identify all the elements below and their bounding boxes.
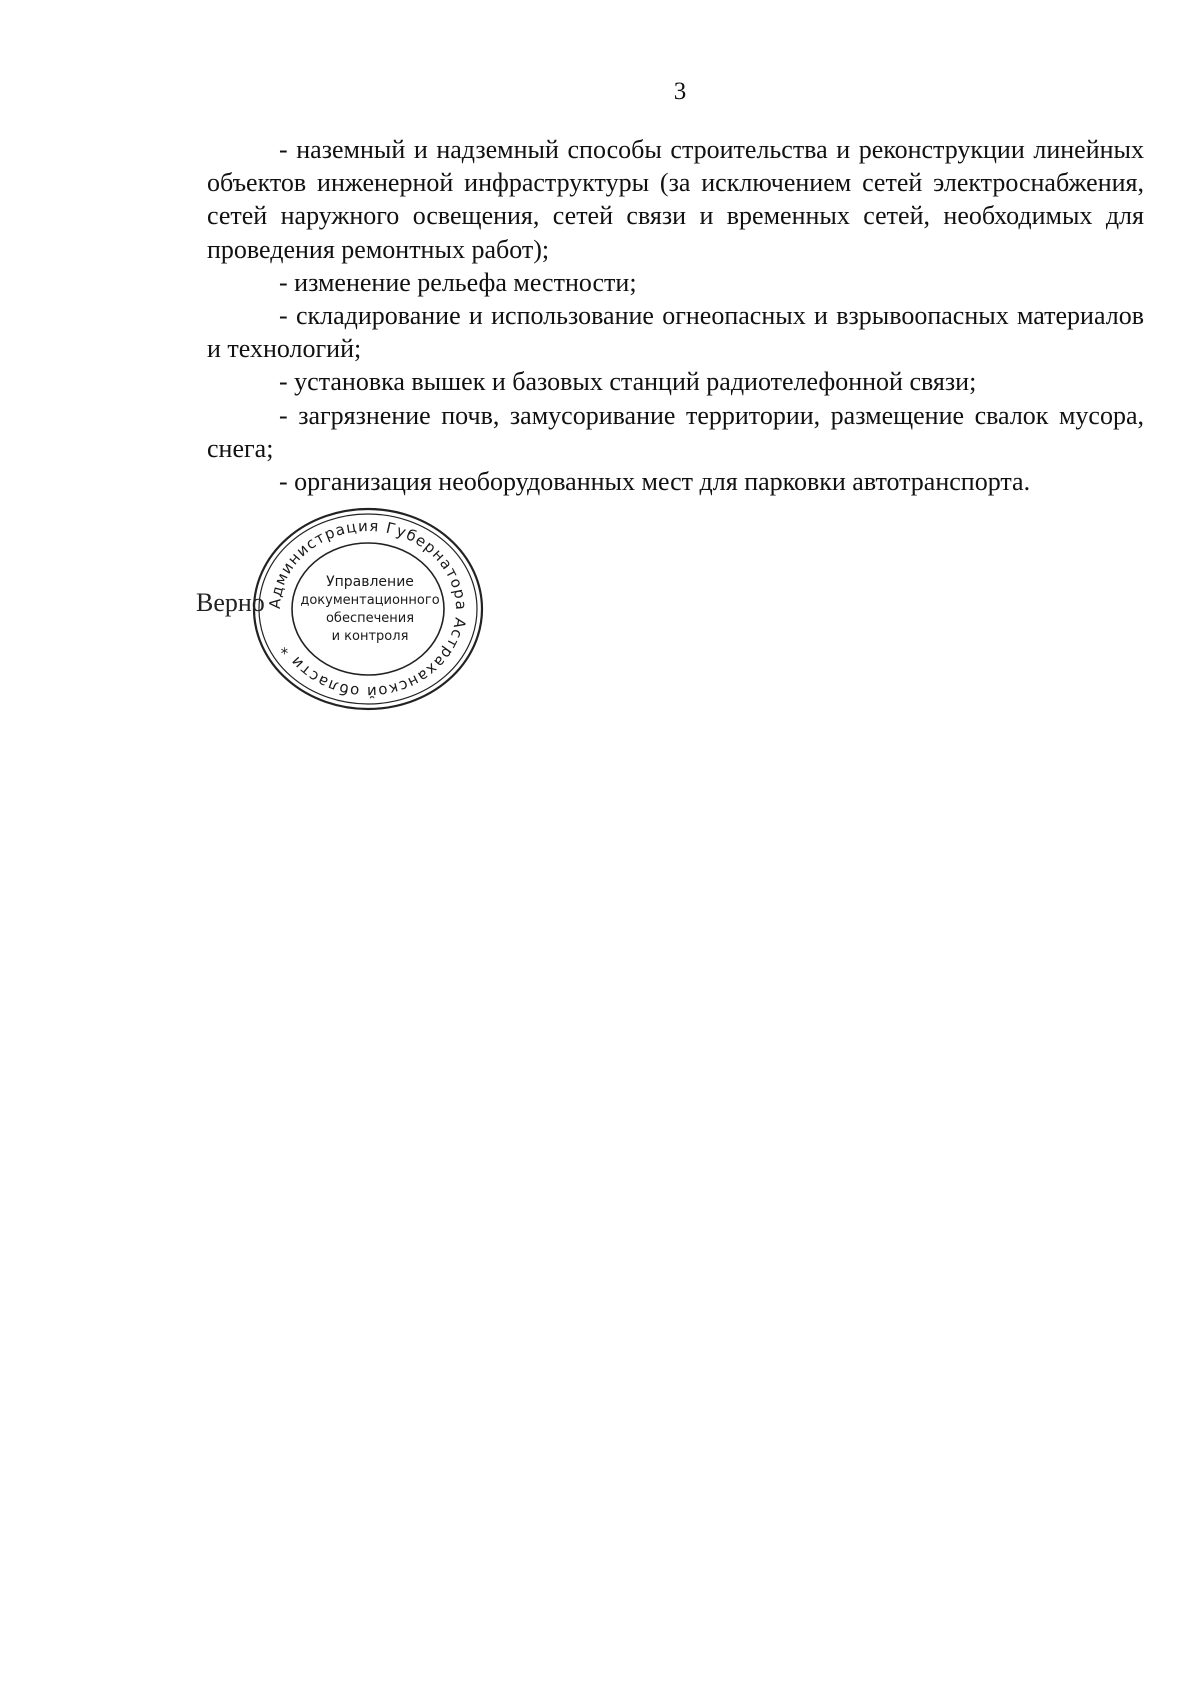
seal-outer-ring (254, 509, 482, 709)
list-item: - наземный и надземный способы строительства и реконструкции линейных объектов инженерной инфраструктуры (за исключением сетей электроснабжения, сетей наружного освещения, сетей связи и временных сетей, необходимых для проведения ремонтных работ); (207, 135, 1144, 264)
certification-label: Верно (196, 588, 265, 617)
page-number: 3 (673, 78, 687, 105)
seal-ring-text: Администрация Губернатора Астраханской области * (265, 516, 471, 702)
list-item: - загрязнение почв, замусоривание территории, размещение свалок мусора, снега; (207, 400, 1144, 463)
document-body (207, 133, 1144, 498)
list-item: - складирование и использование огнеопасных и взрывоопасных материалов и технологий; (207, 301, 1144, 364)
official-seal (248, 505, 488, 713)
seal-center-line: Управление (326, 574, 414, 590)
seal-center-line: документационного (300, 593, 440, 608)
seal-inner-ring (292, 543, 444, 675)
list-item: - изменение рельефа местности; (279, 267, 637, 297)
seal-center-line: и контроля (331, 629, 409, 644)
seal-center-line: обеспечения (325, 611, 415, 626)
list-item: - организация необорудованных мест для парковки автотранспорта. (279, 467, 1031, 497)
seal-graphic (248, 505, 488, 713)
list-item: - установка вышек и базовых станций радиотелефонной связи; (279, 367, 977, 397)
